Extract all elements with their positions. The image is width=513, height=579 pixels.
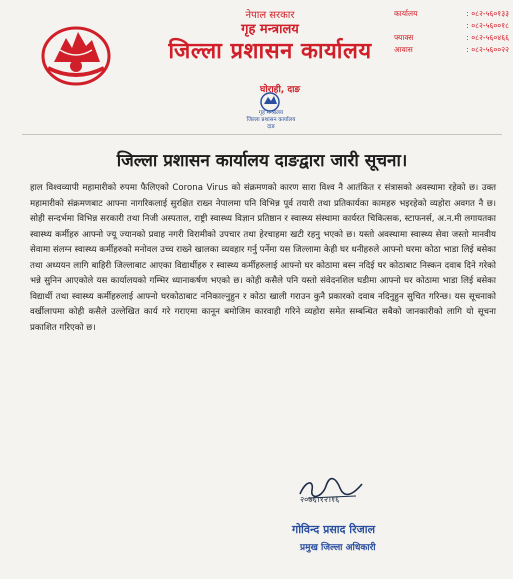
notice-title: जिल्ला प्रशासन कार्यालय दाङद्वारा जारी सूचना। xyxy=(116,151,408,171)
government-name: नेपाल सरकार xyxy=(245,10,295,21)
contact-value: : ०८२-५६००२२ xyxy=(466,45,509,54)
notice-paragraph: हाल विश्वव्यापी महामारीको रुपमा फैलिएको Corona Virus को संक्रमणको कारण सारा विश्व नै आतंकित र संत्रासको अवस्थामा रहेको छ। उक्त महामारीको संक्रमणबाट आफ्ना नागरिकलाई सुरक्षित राख्न नेपालमा पनि विभिन्न पूर्व तयारी तथा प्रतिकार्यका कामहरु भइरहेको व्यहोरा अवगत नै छ। सोही सन्दर्भमा विभिन्न सरकारी तथा निजी अस्पताल, राष्ट्री स्वास्थ्य विज्ञान प्रतिष्ठान र स्वास्थ्य संस्थामा कार्यरत चिकित्सक, स्टाफनर्स, अ.न.मी लगायतका स्वास्थ्य कर्मीहरु आफ्नो ज्यू ज्यानको प्रवाह नगरी विरामीको उपचार तथा हेरचाहमा खटी रहनु भएको छ। यस्तो अवस्थामा स्वास्थ्य सेवा जस्तो मानवीय सेवामा संलग्न स्वास्थ्य कर्मीहरुको मनोवल उच्च राख्ने खालका व्यवहार गर्नु पर्नेमा यस जिल्लामा केही घर धनीहरुले आफ्नो घरमा कोठा भाडा लिई बसेका तथा अध्ययन लागि बाहिरी जिल्लाबाट आएका विद्यार्थीहरु र स्वास्थ्य कर्मीहरुलाई आफ्नो घर कोठामा बस्न नदिई घर कोठाबाट निस्कन दवाब दिने गरेको भन्ने सुनिन आएकोले यस कार्यालयको गम्भिर ध्यानाकर्षण भएको छ। कोही कसैले पनि यस्तो संवेदनशिल घडीमा आफ्नो घर कोठामा भाडा लिई बसेका विद्यार्थी तथा स्वास्थ्य कर्मीहरुलाई आफ्नो घरकोठाबाट ननिकाल्नुहुन र कोठा खाली गराउन कुनै प्रकारको दवाब नदिनुहुन सुचित गरिन्छ। यस सूचनाको वर्खीलापमा कोही कसैले उल्लेखित कार्य गरे गराएमा कानून बमोजिम कारवाही गरिने व्यहोरा समेत सम्बन्धित सबैको जानकारीको लागि यो सूचना प्रकाशित गरिएको छ। xyxy=(30,183,496,333)
office-name: जिल्ला प्रशासन कार्यालय xyxy=(168,39,372,64)
stamp-line: दाङ xyxy=(267,124,275,130)
letterhead xyxy=(120,10,420,66)
contact-label: आवास xyxy=(394,45,413,54)
ministry-name: गृह मन्त्रालय xyxy=(241,22,299,37)
notice-body xyxy=(30,181,496,336)
contact-label: फ्याक्स xyxy=(394,33,414,42)
signatory-title: प्रमुख जिल्ला अधिकारी xyxy=(300,543,376,553)
contact-row xyxy=(394,32,509,44)
contact-label: कार्यालय xyxy=(394,9,418,18)
nepal-emblem-icon xyxy=(40,20,112,86)
stamp-line: गृह मन्त्रालय xyxy=(258,110,284,116)
contact-row xyxy=(394,8,509,20)
contact-row xyxy=(394,20,509,32)
header-divider xyxy=(22,134,502,135)
contact-value: : ०८२-५६०४६६ xyxy=(466,33,509,42)
signature-date: २०७६।१२।१६ xyxy=(300,495,340,504)
stamp-line: जिल्ला प्रशासन कार्यालय xyxy=(246,117,296,123)
contact-value: : ०८२-५६०१३३ xyxy=(466,9,509,18)
office-stamp-text xyxy=(236,110,306,131)
office-location: घोराही, दाङ xyxy=(260,85,301,95)
contact-value: : ०८२-५६००१८ xyxy=(466,21,509,30)
contact-row xyxy=(394,44,509,56)
contact-numbers xyxy=(394,8,509,56)
signatory-name: गोविन्द प्रसाद रिजाल xyxy=(292,523,376,536)
